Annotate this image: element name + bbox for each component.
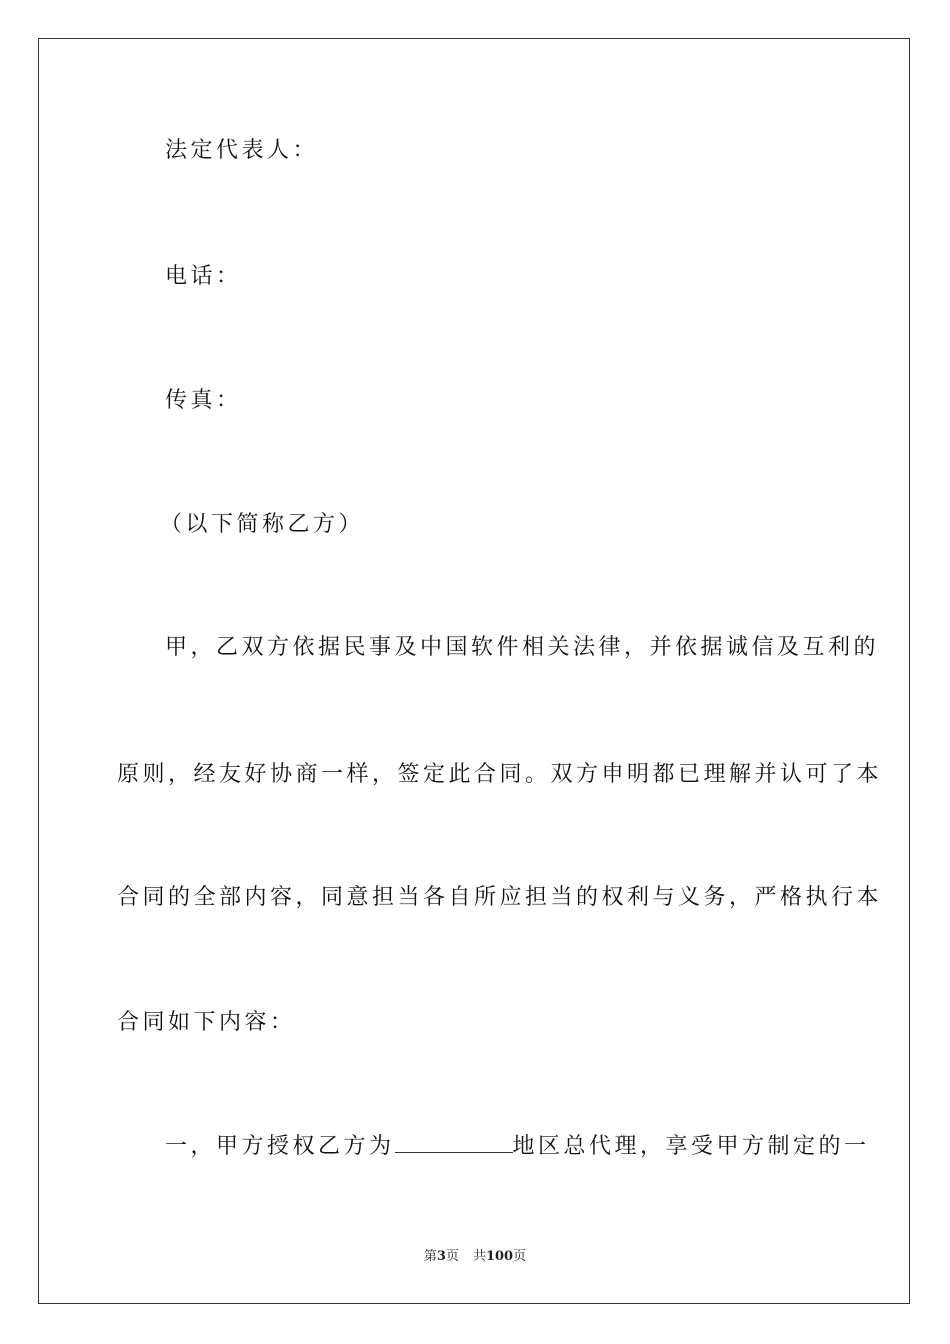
legal-representative-label: 法定代表人： <box>165 138 319 163</box>
paragraph-line-2: 原则，经友好协商一样，签定此合同。双方申明都已理解并认可了本 <box>117 762 883 787</box>
party-b-note: （以下简称乙方） <box>160 512 365 537</box>
page-footer <box>0 1248 950 1266</box>
page-prefix: 第 <box>423 1249 437 1264</box>
total-prefix: 共 <box>472 1249 486 1264</box>
clause-one-start: 一，甲方授权乙方为 <box>165 1134 395 1159</box>
clause-one-line <box>165 1132 870 1162</box>
phone-label: 电话： <box>165 264 242 289</box>
total-pages: 100 <box>485 1249 514 1264</box>
total-suffix: 页 <box>513 1249 527 1264</box>
clause-one-end: 地区总代理，享受甲方制定的一 <box>512 1134 870 1159</box>
paragraph-line-4: 合同如下内容： <box>117 1010 296 1035</box>
paragraph-line-1: 甲，乙双方依据民事及中国软件相关法律，并依据诚信及互利的 <box>165 635 880 660</box>
paragraph-line-3: 合同的全部内容，同意担当各自所应担当的权利与义务，严格执行本 <box>117 885 883 910</box>
page-border <box>38 38 910 1304</box>
page-suffix: 页 <box>445 1249 459 1264</box>
region-blank-field <box>395 1132 513 1153</box>
fax-label: 传真： <box>165 388 242 413</box>
page-number: 3 <box>436 1249 446 1264</box>
